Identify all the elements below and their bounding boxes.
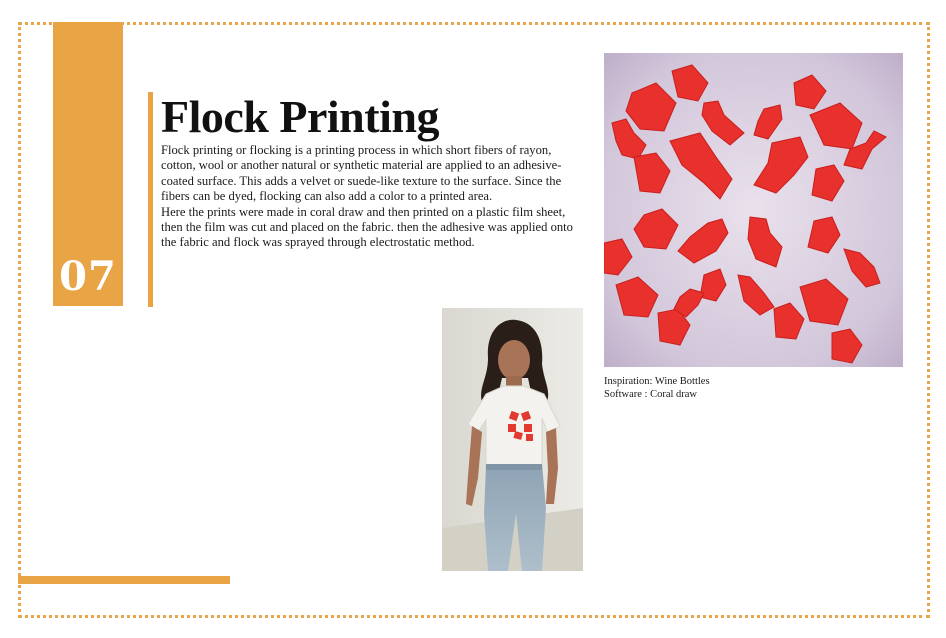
model-wearing-tshirt-image — [442, 308, 583, 571]
page-title: Flock Printing — [161, 91, 439, 142]
section-number: 07 — [59, 253, 117, 300]
section-number-bar — [53, 22, 123, 306]
caption-software: Software : Coral draw — [604, 389, 698, 400]
description — [161, 143, 581, 251]
description-paragraph-1: Flock printing or flocking is a printing process in which short fibers of rayon, cotton, wool or another natural or synthetic material are applied to an adhesive-coated surface. This adds a velvet or suede-like texture to the surface. Since the fibers can be dyed, flocking can also add a color to a printed area. — [161, 143, 562, 204]
bottom-accent-bar — [18, 576, 230, 584]
photo-caption — [604, 375, 710, 401]
flock-print-fabric-photo — [604, 53, 903, 367]
caption-inspiration: Inspiration: Wine Bottles — [604, 376, 710, 387]
title-accent-line — [148, 92, 153, 307]
model-photo — [442, 308, 583, 571]
flock-print-fabric-image — [604, 53, 903, 367]
description-paragraph-2: Here the prints were made in coral draw and then printed on a plastic film sheet, then the film was cut and placed on the fabric. then the adhesive was applied onto the fabric and flock was sprayed through electrostatic method. — [161, 204, 573, 250]
